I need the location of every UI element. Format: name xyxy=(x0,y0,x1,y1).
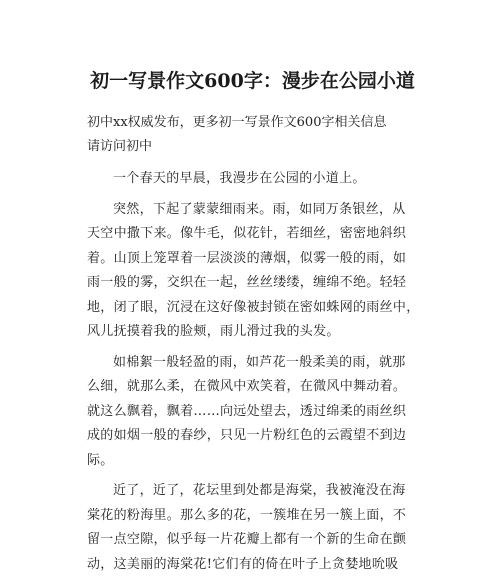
article-meta xyxy=(87,111,418,159)
paragraph-4 xyxy=(87,479,418,577)
text-line: 如棉絮一般轻盈的雨，如芦花一般柔美的雨，就那 xyxy=(87,351,418,376)
paragraph-3 xyxy=(87,351,418,474)
meta-line: 初中xx权威发布，更多初一写景作文600字相关信息 xyxy=(87,111,418,135)
text-line: 棠花的粉海里。那么多的花，一簇堆在另一簇上面，不 xyxy=(87,504,418,529)
text-line: 留一点空隙，似乎每一片花瓣上都有一个新的生命在颤 xyxy=(87,528,418,553)
text-line: 就这么飘着，飘着……向远处望去，透过绵柔的雨丝织 xyxy=(87,400,418,425)
text-line: 天空中撒下来。像牛毛，似花针，若细丝，密密地斜织 xyxy=(87,222,418,247)
article-title: 初一写景作文600字：漫步在公园小道 xyxy=(87,68,418,94)
text-line: 成的如烟一般的春纱，只见一片粉红色的云霞望不到边 xyxy=(87,424,418,449)
article-body xyxy=(87,167,418,577)
text-line: 么细，就那么柔，在微风中欢笑着，在微风中舞动着。 xyxy=(87,375,418,400)
text-line: 突然，下起了蒙蒙细雨来。雨，如同万条银丝，从 xyxy=(87,198,418,223)
text-line: 地，闭了眼，沉浸在这好像被封锁在密如蛛网的雨丝中， xyxy=(87,296,418,321)
text-line: 近了，近了，花坛里到处都是海棠，我被淹没在海 xyxy=(87,479,418,504)
paragraph-1 xyxy=(87,167,418,192)
text-line: 际。 xyxy=(87,449,418,474)
text-line: 动，这美丽的海棠花!它们有的倚在叶子上贪婪地吮吸 xyxy=(87,553,418,577)
text-line: 着。山顶上笼罩着一层淡淡的薄烟，似雾一般的雨，如 xyxy=(87,247,418,272)
text-line: 风儿抚摸着我的脸颊，雨儿滑过我的头发。 xyxy=(87,320,418,345)
meta-line: 请访问初中 xyxy=(87,135,418,159)
text-line: 雨一般的雾，交织在一起，丝丝缕缕，缠绵不绝。轻轻 xyxy=(87,271,418,296)
paragraph-2 xyxy=(87,198,418,345)
text-line: 一个春天的早晨，我漫步在公园的小道上。 xyxy=(87,167,418,192)
